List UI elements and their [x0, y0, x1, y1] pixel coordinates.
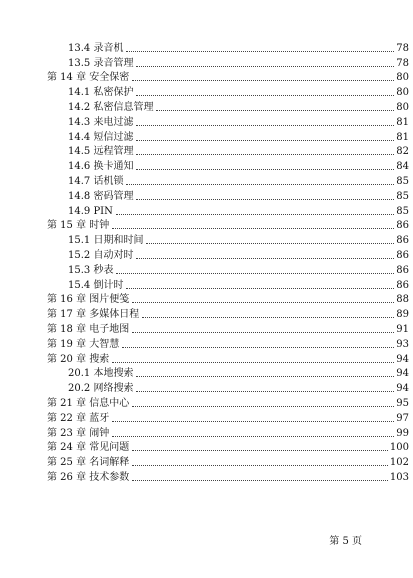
toc-entry-page-number: 86	[396, 264, 409, 276]
toc-entry-label: 第 18 章 电子地图	[47, 323, 130, 335]
toc-section-entry[interactable]	[0, 99, 409, 114]
toc-chapter-entry[interactable]	[0, 454, 409, 469]
dot-leader	[136, 258, 394, 259]
toc-entry-page-number: 86	[396, 279, 409, 291]
dot-leader	[126, 51, 394, 52]
dot-leader	[136, 169, 394, 170]
toc-chapter-entry[interactable]	[0, 306, 409, 321]
toc-entry-page-number: 102	[389, 457, 409, 469]
toc-entry-page-number: 86	[396, 235, 409, 247]
toc-section-entry[interactable]	[0, 129, 409, 144]
toc-entry-label: 第 15 章 时钟	[47, 220, 110, 232]
toc-entry-label: 20.1 本地搜索	[68, 368, 134, 380]
toc-section-entry[interactable]	[0, 247, 409, 262]
dot-leader	[146, 243, 394, 244]
toc-entry-page-number: 85	[396, 175, 409, 187]
toc-chapter-entry[interactable]	[0, 336, 409, 351]
toc-entry-page-number: 94	[396, 353, 409, 365]
toc-section-entry[interactable]	[0, 188, 409, 203]
toc-entry-page-number: 80	[396, 101, 409, 113]
dot-leader	[126, 184, 394, 185]
toc-entry-page-number: 99	[396, 427, 409, 439]
dot-leader	[132, 332, 394, 333]
dot-leader	[116, 273, 394, 274]
dot-leader	[156, 110, 394, 111]
toc-chapter-entry[interactable]	[0, 395, 409, 410]
dot-leader	[136, 125, 394, 126]
toc-chapter-entry[interactable]	[0, 70, 409, 85]
toc-section-entry[interactable]	[0, 55, 409, 70]
dot-leader	[112, 436, 394, 437]
toc-entry-page-number: 91	[396, 323, 409, 335]
toc-chapter-entry[interactable]	[0, 440, 409, 455]
toc-entry-label: 13.5 录音管理	[68, 57, 134, 69]
dot-leader	[136, 154, 394, 155]
dot-leader	[132, 302, 394, 303]
toc-entry-page-number: 84	[396, 161, 409, 173]
toc-entry-page-number: 93	[396, 338, 409, 350]
dot-leader	[136, 140, 394, 141]
toc-entry-page-number: 94	[396, 368, 409, 380]
dot-leader	[132, 406, 394, 407]
dot-leader	[112, 362, 394, 363]
page-number-footer: 第 5 页	[329, 536, 362, 547]
table-of-contents	[0, 40, 413, 484]
toc-entry-label: 14.2 私密信息管理	[68, 101, 154, 113]
toc-entry-page-number: 78	[396, 42, 409, 54]
toc-entry-label: 第 22 章 蓝牙	[47, 412, 110, 424]
toc-section-entry[interactable]	[0, 277, 409, 292]
dot-leader	[142, 317, 394, 318]
dot-leader	[136, 66, 394, 67]
dot-leader	[136, 95, 394, 96]
toc-section-entry[interactable]	[0, 366, 409, 381]
toc-entry-page-number: 81	[396, 116, 409, 128]
toc-entry-page-number: 95	[396, 397, 409, 409]
toc-entry-label: 15.3 秒表	[68, 264, 114, 276]
toc-entry-label: 第 21 章 信息中心	[47, 397, 130, 409]
toc-entry-label: 第 25 章 名词解释	[47, 457, 130, 469]
dot-leader	[126, 288, 394, 289]
toc-entry-page-number: 86	[396, 249, 409, 261]
toc-entry-page-number: 80	[396, 72, 409, 84]
toc-chapter-entry[interactable]	[0, 469, 409, 484]
toc-entry-page-number: 97	[396, 412, 409, 424]
toc-section-entry[interactable]	[0, 232, 409, 247]
toc-chapter-entry[interactable]	[0, 425, 409, 440]
toc-entry-label: 第 19 章 大智慧	[47, 338, 120, 350]
toc-entry-label: 14.3 来电过滤	[68, 116, 134, 128]
toc-entry-label: 15.2 自动对时	[68, 249, 134, 261]
dot-leader	[116, 214, 394, 215]
dot-leader	[122, 347, 394, 348]
dot-leader	[112, 228, 394, 229]
toc-entry-label: 第 26 章 技术参数	[47, 471, 130, 483]
toc-entry-label: 14.5 远程管理	[68, 146, 134, 158]
toc-section-entry[interactable]	[0, 158, 409, 173]
dot-leader	[136, 391, 394, 392]
dot-leader	[136, 199, 394, 200]
toc-entry-label: 14.7 话机锁	[68, 175, 124, 187]
toc-entry-label: 13.4 录音机	[68, 42, 124, 54]
toc-entry-page-number: 103	[389, 471, 409, 483]
toc-entry-page-number: 81	[396, 131, 409, 143]
toc-entry-label: 14.6 换卡通知	[68, 161, 134, 173]
toc-section-entry[interactable]	[0, 114, 409, 129]
toc-entry-label: 14.4 短信过滤	[68, 131, 134, 143]
toc-entry-label: 第 24 章 常见问题	[47, 442, 130, 454]
toc-entry-page-number: 82	[396, 146, 409, 158]
toc-section-entry[interactable]	[0, 262, 409, 277]
toc-chapter-entry[interactable]	[0, 410, 409, 425]
toc-entry-label: 第 17 章 多媒体日程	[47, 309, 140, 321]
toc-entry-label: 14.8 密码管理	[68, 190, 134, 202]
toc-chapter-entry[interactable]	[0, 292, 409, 307]
toc-entry-page-number: 94	[396, 383, 409, 395]
dot-leader	[132, 480, 388, 481]
toc-entry-page-number: 100	[389, 442, 409, 454]
toc-entry-label: 14.1 私密保护	[68, 87, 134, 99]
toc-section-entry[interactable]	[0, 203, 409, 218]
toc-chapter-entry[interactable]	[0, 351, 409, 366]
toc-section-entry[interactable]	[0, 40, 409, 55]
toc-entry-page-number: 85	[396, 205, 409, 217]
toc-entry-label: 第 16 章 图片便笺	[47, 294, 130, 306]
dot-leader	[132, 80, 394, 81]
dot-leader	[132, 465, 388, 466]
toc-entry-page-number: 80	[396, 87, 409, 99]
toc-entry-label: 15.1 日期和时间	[68, 235, 144, 247]
toc-entry-label: 第 14 章 安全保密	[47, 72, 130, 84]
dot-leader	[136, 376, 394, 377]
toc-section-entry[interactable]	[0, 380, 409, 395]
dot-leader	[132, 450, 388, 451]
toc-entry-page-number: 78	[396, 57, 409, 69]
toc-entry-page-number: 89	[396, 309, 409, 321]
toc-section-entry[interactable]	[0, 84, 409, 99]
toc-entry-page-number: 88	[396, 294, 409, 306]
toc-section-entry[interactable]	[0, 144, 409, 159]
toc-chapter-entry[interactable]	[0, 321, 409, 336]
toc-entry-label: 第 23 章 闹钟	[47, 427, 110, 439]
dot-leader	[112, 421, 394, 422]
toc-section-entry[interactable]	[0, 173, 409, 188]
toc-entry-label: 15.4 倒计时	[68, 279, 124, 291]
toc-entry-label: 第 20 章 搜索	[47, 353, 110, 365]
toc-entry-label: 14.9 PIN	[68, 205, 113, 217]
toc-entry-label: 20.2 网络搜索	[68, 383, 134, 395]
toc-entry-page-number: 86	[396, 220, 409, 232]
toc-entry-page-number: 85	[396, 190, 409, 202]
toc-chapter-entry[interactable]	[0, 218, 409, 233]
